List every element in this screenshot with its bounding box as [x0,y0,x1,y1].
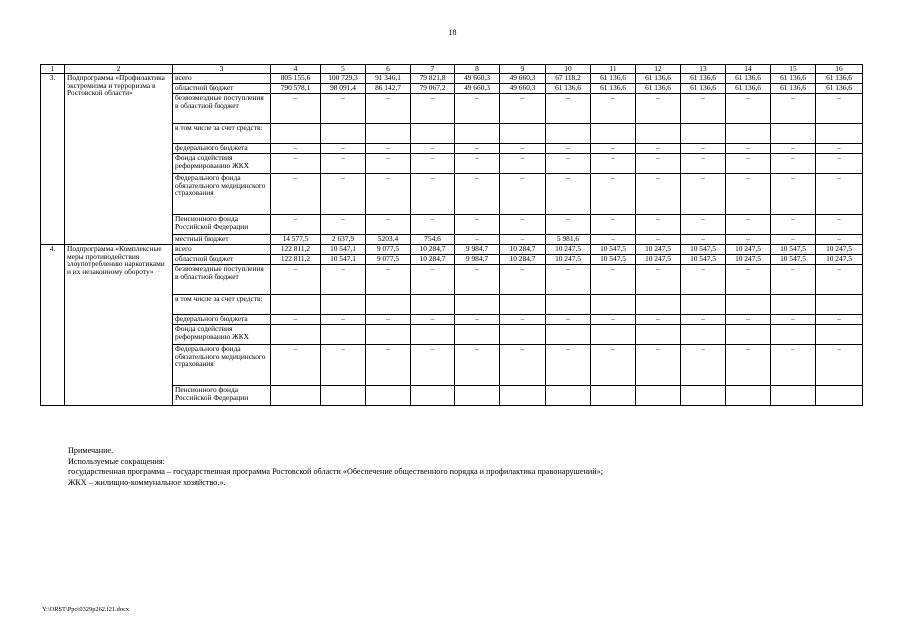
amount-cell: 49 660,3 [500,73,546,83]
amount-cell: – [591,153,636,173]
amount-cell: 61 136,6 [591,83,636,93]
amount-cell: – [816,314,863,324]
amount-cell: – [411,314,455,324]
amount-cell: – [771,173,816,214]
amount-cell [500,123,546,143]
amount-cell [726,123,771,143]
amount-cell [366,385,411,405]
amount-cell: – [411,344,455,385]
header-cell: 1 [41,65,65,74]
amount-cell: – [321,173,366,214]
amount-cell: 67 118,2 [546,73,591,83]
amount-cell: 14 577,5 [271,234,321,244]
amount-cell: – [771,234,816,244]
funding-source-label: местный бюджет [173,234,271,244]
amount-cell [816,123,863,143]
amount-cell: – [546,314,591,324]
amount-cell: – [455,173,500,214]
amount-cell: 10 247,5 [636,254,681,264]
amount-cell: 61 136,6 [546,83,591,93]
amount-cell [411,385,455,405]
notes-section [68,446,603,488]
amount-cell: – [591,344,636,385]
amount-cell [726,385,771,405]
amount-cell [411,123,455,143]
amount-cell: – [816,234,863,244]
amount-cell: – [500,153,546,173]
amount-cell [636,294,681,314]
amount-cell: – [500,173,546,214]
amount-cell: – [546,143,591,153]
funding-source-label: Федерального фонда обязательного медицинского страхования [173,173,271,214]
amount-cell [771,294,816,314]
amount-cell: – [591,314,636,324]
amount-cell: – [726,153,771,173]
amount-cell: – [411,264,455,294]
amount-cell [321,324,366,344]
budget-table [40,64,863,406]
amount-cell: – [681,214,726,234]
amount-cell [455,123,500,143]
amount-cell: – [636,153,681,173]
amount-cell: – [816,214,863,234]
amount-cell: 5203,4 [366,234,411,244]
amount-cell: – [455,314,500,324]
amount-cell: – [771,314,816,324]
funding-source-label: областной бюджет [173,83,271,93]
amount-cell: 98 091,4 [321,83,366,93]
header-cell: 15 [771,65,816,74]
amount-cell: – [500,93,546,123]
amount-cell: – [681,314,726,324]
amount-cell: – [591,264,636,294]
amount-cell: – [546,344,591,385]
amount-cell: – [321,344,366,385]
file-path: Y:\ORST\Ppo\0329p262.f21.docx [42,606,130,613]
amount-cell: 10 247,5 [546,254,591,264]
amount-cell: – [321,264,366,294]
amount-cell: 5 981,6 [546,234,591,244]
amount-cell [771,324,816,344]
amount-cell: 122 811,2 [271,244,321,254]
amount-cell: – [726,344,771,385]
amount-cell [681,294,726,314]
header-cell: 10 [546,65,591,74]
amount-cell: – [636,143,681,153]
funding-source-label: в том числе за счет средств: [173,294,271,314]
amount-cell: – [411,173,455,214]
amount-cell: – [726,314,771,324]
amount-cell: 754,6 [411,234,455,244]
amount-cell [591,385,636,405]
amount-cell: 100 729,3 [321,73,366,83]
amount-cell [636,385,681,405]
amount-cell: – [366,344,411,385]
amount-cell: – [591,234,636,244]
amount-cell [321,294,366,314]
amount-cell [591,294,636,314]
amount-cell [771,123,816,143]
table-row [41,244,863,254]
amount-cell: – [771,264,816,294]
amount-cell: – [500,344,546,385]
amount-cell: – [546,264,591,294]
funding-source-label: Федерального фонда обязательного медицинского страхования [173,344,271,385]
amount-cell [321,123,366,143]
amount-cell [271,324,321,344]
amount-cell [366,324,411,344]
amount-cell: 9 077,5 [366,244,411,254]
amount-cell: – [455,143,500,153]
amount-cell: – [726,234,771,244]
amount-cell: – [500,234,546,244]
amount-cell: 49 660,3 [455,83,500,93]
amount-cell [271,294,321,314]
amount-cell: 122 811,2 [271,254,321,264]
header-cell: 9 [500,65,546,74]
amount-cell: – [546,93,591,123]
funding-source-label: Фонда содействия реформированию ЖКХ [173,153,271,173]
header-cell: 4 [271,65,321,74]
amount-cell: 79 821,8 [411,73,455,83]
amount-cell: – [546,173,591,214]
amount-cell: – [771,93,816,123]
amount-cell: – [366,153,411,173]
amount-cell: 10 547,5 [771,244,816,254]
amount-cell: – [271,344,321,385]
amount-cell [771,385,816,405]
amount-cell: – [591,143,636,153]
amount-cell: – [636,93,681,123]
amount-cell [816,294,863,314]
amount-cell [681,324,726,344]
amount-cell: 61 136,6 [681,73,726,83]
amount-cell: 2 637,9 [321,234,366,244]
funding-source-label: федерального бюджета [173,314,271,324]
amount-cell: – [591,173,636,214]
amount-cell: – [455,93,500,123]
amount-cell: – [500,214,546,234]
amount-cell: 86 142,7 [366,83,411,93]
amount-cell: 805 155,6 [271,73,321,83]
header-cell: 11 [591,65,636,74]
amount-cell: – [321,214,366,234]
amount-cell: – [366,264,411,294]
amount-cell: – [366,214,411,234]
amount-cell: – [321,314,366,324]
amount-cell [591,324,636,344]
amount-cell: – [411,214,455,234]
amount-cell: – [816,344,863,385]
amount-cell: 61 136,6 [636,83,681,93]
amount-cell: 10 284,7 [411,244,455,254]
amount-cell: 79 067,2 [411,83,455,93]
amount-cell: – [636,214,681,234]
amount-cell: – [636,314,681,324]
amount-cell: – [636,344,681,385]
amount-cell: 61 136,6 [816,73,863,83]
amount-cell: – [366,314,411,324]
funding-source-label: в том числе за счет средств: [173,123,271,143]
amount-cell [500,385,546,405]
amount-cell: – [366,93,411,123]
amount-cell: – [636,234,681,244]
amount-cell: – [771,344,816,385]
funding-source-label: всего [173,244,271,254]
header-cell: 6 [366,65,411,74]
amount-cell: – [321,153,366,173]
amount-cell: 10 547,5 [771,254,816,264]
amount-cell [816,385,863,405]
amount-cell: 10 547,1 [321,254,366,264]
page-number: 18 [448,28,457,37]
header-cell: 8 [455,65,500,74]
header-cell: 12 [636,65,681,74]
amount-cell [681,123,726,143]
amount-cell [366,294,411,314]
amount-cell: – [455,153,500,173]
amount-cell [546,385,591,405]
amount-cell: 61 136,6 [771,73,816,83]
amount-cell [546,123,591,143]
amount-cell: 10 247,5 [816,244,863,254]
amount-cell: 61 136,6 [726,83,771,93]
amount-cell: 10 547,5 [591,244,636,254]
amount-cell [455,294,500,314]
amount-cell: – [366,173,411,214]
amount-cell: 10 284,7 [411,254,455,264]
subprogram-name: Подпрограмма «Профилактика экстремизма и терроризма в Ростовской области» [65,73,173,244]
amount-cell: – [681,344,726,385]
amount-cell: – [816,93,863,123]
abbreviations-heading: Используемые сокращения: [68,456,165,466]
funding-source-label: безвозмездные поступления в областной бюджет [173,264,271,294]
amount-cell: 61 136,6 [636,73,681,83]
amount-cell [726,324,771,344]
funding-source-label: Фонда содействия реформированию ЖКХ [173,324,271,344]
amount-cell: – [636,264,681,294]
amount-cell: – [681,264,726,294]
amount-cell: – [726,264,771,294]
amount-cell: 49 660,3 [455,73,500,83]
amount-cell: – [500,143,546,153]
amount-cell [636,123,681,143]
amount-cell: 61 136,6 [726,73,771,83]
header-cell: 5 [321,65,366,74]
amount-cell [636,324,681,344]
header-cell: 13 [681,65,726,74]
amount-cell [366,123,411,143]
amount-cell [816,324,863,344]
amount-cell: – [546,153,591,173]
amount-cell: 10 284,7 [500,244,546,254]
amount-cell: – [681,234,726,244]
subprogram-name: Подпрограмма «Комплексные меры противодействия злоупотреблению наркотиками и их незаконному обороту» [65,244,173,405]
amount-cell: – [271,173,321,214]
amount-cell: – [816,153,863,173]
amount-cell: – [636,173,681,214]
amount-cell: – [771,143,816,153]
amount-cell [500,294,546,314]
amount-cell: – [816,264,863,294]
amount-cell: 10 247,5 [636,244,681,254]
amount-cell [591,123,636,143]
amount-cell: 61 136,6 [591,73,636,83]
amount-cell: – [271,214,321,234]
amount-cell [500,324,546,344]
amount-cell: – [591,93,636,123]
amount-cell: 61 136,6 [816,83,863,93]
amount-cell: – [271,153,321,173]
amount-cell: – [771,214,816,234]
amount-cell: – [271,314,321,324]
amount-cell: – [455,264,500,294]
amount-cell: – [271,264,321,294]
amount-cell: – [271,93,321,123]
header-cell: 16 [816,65,863,74]
amount-cell: – [726,93,771,123]
header-cell: 3 [173,65,271,74]
amount-cell: – [726,143,771,153]
amount-cell: 10 547,5 [681,244,726,254]
amount-cell: – [321,143,366,153]
amount-cell: – [816,173,863,214]
amount-cell: – [366,143,411,153]
amount-cell: – [771,153,816,173]
section-number: 4. [41,244,65,405]
note-title: Примечание. [68,446,114,455]
amount-cell [271,385,321,405]
header-row [41,65,863,74]
amount-cell: 10 247,5 [726,244,771,254]
funding-source-label: безвозмездные поступления в областной бюджет [173,93,271,123]
amount-cell: 10 284,7 [500,254,546,264]
amount-cell: 61 136,6 [771,83,816,93]
amount-cell [321,385,366,405]
amount-cell: – [411,93,455,123]
amount-cell: 9 984,7 [455,254,500,264]
amount-cell [455,324,500,344]
amount-cell: – [726,214,771,234]
amount-cell: – [411,153,455,173]
amount-cell: – [681,93,726,123]
funding-source-label: федерального бюджета [173,143,271,153]
amount-cell [681,385,726,405]
amount-cell: – [681,173,726,214]
funding-source-label: всего [173,73,271,83]
amount-cell: – [455,344,500,385]
amount-cell: 61 136,6 [681,83,726,93]
amount-cell: 10 247,5 [546,244,591,254]
amount-cell: 10 547,1 [321,244,366,254]
amount-cell: – [411,143,455,153]
amount-cell [271,123,321,143]
amount-cell: 10 547,5 [591,254,636,264]
amount-cell: – [455,214,500,234]
amount-cell: 9 984,7 [455,244,500,254]
amount-cell: 10 247,5 [726,254,771,264]
amount-cell: 49 660,3 [500,83,546,93]
funding-source-label: Пенсионного фонда Российской Федерации [173,385,271,405]
section-number: 3. [41,73,65,244]
amount-cell [546,294,591,314]
amount-cell: – [271,143,321,153]
header-cell: 7 [411,65,455,74]
abbreviation-gosprogram: государственная программа – государственная программа Ростовской области «Обеспечение общественного порядка и профилактика правонарушений»; [68,467,603,477]
table-row [41,73,863,83]
amount-cell [726,294,771,314]
funding-source-label: Пенсионного фонда Российской Федерации [173,214,271,234]
amount-cell: – [681,153,726,173]
amount-cell [546,324,591,344]
header-cell: 2 [65,65,173,74]
amount-cell: 10 547,5 [681,254,726,264]
amount-cell: – [455,234,500,244]
amount-cell: – [546,214,591,234]
amount-cell [411,324,455,344]
amount-cell: – [500,264,546,294]
amount-cell [411,294,455,314]
funding-source-label: областной бюджет [173,254,271,264]
abbreviation-zhkh: ЖКХ – жилищно-коммунальное хозяйство.». [68,477,226,487]
amount-cell: 790 578,1 [271,83,321,93]
amount-cell: – [816,143,863,153]
amount-cell: – [681,143,726,153]
amount-cell [455,385,500,405]
header-cell: 14 [726,65,771,74]
amount-cell: – [321,93,366,123]
amount-cell: – [591,214,636,234]
amount-cell: 10 247,5 [816,254,863,264]
amount-cell: – [500,314,546,324]
amount-cell: 91 346,1 [366,73,411,83]
amount-cell: – [726,173,771,214]
amount-cell: 9 077,5 [366,254,411,264]
